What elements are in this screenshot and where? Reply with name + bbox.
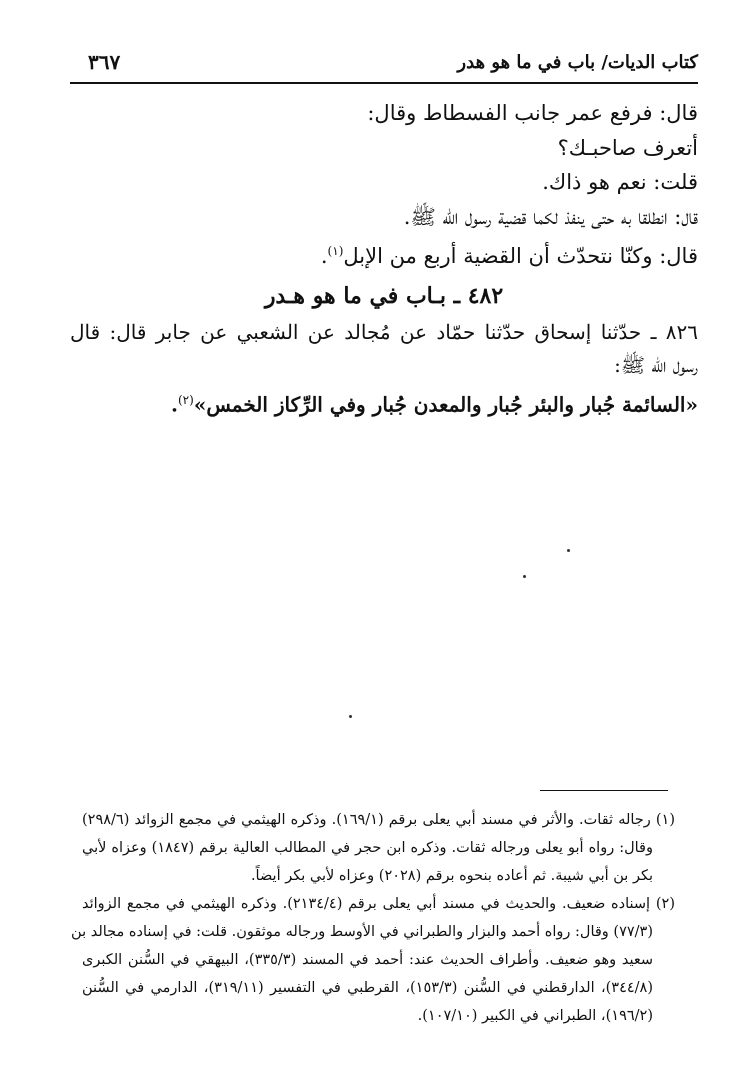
main-text	[70, 96, 698, 422]
speck-mark	[349, 715, 352, 718]
text-line: قال: انطلقا به حتى ينفذ لكما قضية رسول الله ﷺ.	[403, 204, 698, 229]
page-header	[70, 46, 698, 80]
text-line-end: .	[320, 244, 328, 268]
chapter-heading: ٤٨٢ ـ بـاب في ما هو هـدر	[264, 282, 504, 309]
footnote-line: (٢) إسناده ضعيف. والحديث في مسند أبي يعلى برقم (٢١٣٤/٤). وذكره الهيثمي في مجمع الزوائد	[82, 896, 675, 912]
footnote-line: بكر بن أبي شيبة. ثم أعاده بنحوه برقم (٢٠٢٨) وعزاه لأبي بكر أيضاً.	[250, 868, 653, 884]
footnote-line: سعيد وهو ضعيف. وأطراف الحديث عند: أحمد في المسند (٣٣٥/٣)، البيهقي في السُّنن الكبرى	[82, 952, 654, 968]
speck-mark	[523, 575, 526, 578]
hadith-line: ٨٢٦ ـ حدّثنا إسحاق حدّثنا حمّاد عن مُجالد عن الشعبي عن جابر قال: قال	[70, 319, 698, 344]
text-line: قال: فرفع عمر جانب الفسطاط وقال:	[367, 101, 698, 125]
hadith-quote	[70, 382, 698, 423]
text-line-body: قال: وكنّا نتحدّث أن القضية أربع من الإبل	[343, 244, 698, 268]
text-line	[70, 234, 698, 274]
header-rule	[70, 82, 698, 84]
footnote-line: وقال: رواه أبو يعلى ورجاله ثقات. وذكره ابن حجر في المطالب العالية برقم (١٨٤٧) وعزاه لأبي	[82, 840, 653, 856]
footnote-line: (١) رجاله ثقات. والأثر في مسند أبي يعلى برقم (١٦٩/١). وذكره الهيثمي في مجمع الزوائد (٢٩٨/٦)	[82, 812, 675, 828]
hadith-quote-end: .	[171, 392, 178, 417]
text-line: قلت: نعم هو ذاك.	[542, 170, 698, 194]
footnote-ref-2: (٢)	[177, 392, 194, 407]
page-number: ٣٦٧	[88, 50, 121, 74]
footnotes	[71, 806, 675, 1030]
footnote-line: (٧٧/٣) وقال: رواه أحمد والبزار والطبراني في الأوسط ورجاله موثقون. قلت: في إسناده مجالد بن	[71, 924, 653, 940]
speck-mark	[567, 549, 570, 552]
hadith-line: رسول الله ﷺ:	[614, 352, 698, 377]
footnote-ref-1: (١)	[327, 244, 344, 258]
running-title: كتاب الديات/ باب في ما هو هدر	[457, 52, 698, 73]
footnote-line: (١٩٦/٢)، الطبراني في الكبير (١٠٧/١٠).	[417, 1008, 653, 1024]
footnote-rule	[540, 790, 668, 791]
footnote-line: (٣٤٤/٨)، الدارقطني في السُّنن (١٥٣/٣)، القرطبي في التفسير (٣١٩/١١)، الدارمي في السُّنن	[82, 980, 654, 996]
hadith-quote-text: «السائمة جُبار والبئر جُبار والمعدن جُبار وفي الرِّكاز الخمس»	[193, 392, 698, 417]
text-line: أتعرف صاحبـك؟	[557, 135, 698, 160]
